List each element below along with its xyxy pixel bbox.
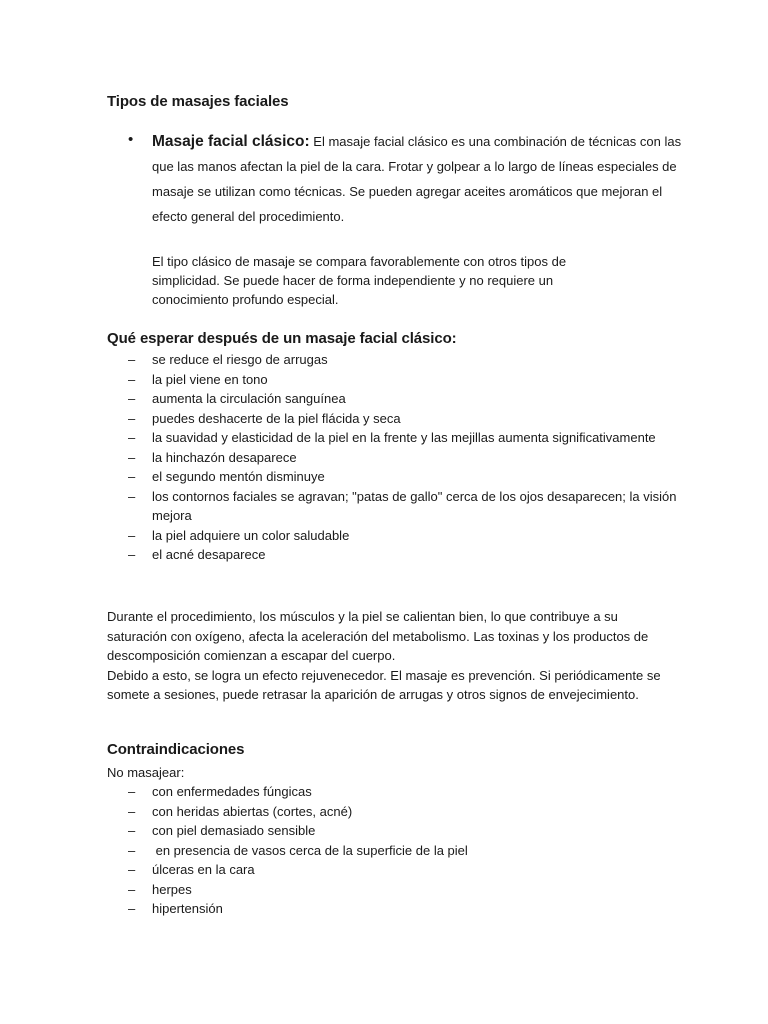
dash-marker: – bbox=[128, 488, 136, 504]
list-item bbox=[107, 545, 707, 565]
dash-marker: – bbox=[128, 410, 136, 426]
dash-marker: – bbox=[128, 881, 136, 897]
list-item bbox=[107, 409, 707, 429]
list-item bbox=[107, 448, 707, 468]
list-item-text: aumenta la circulación sanguínea bbox=[152, 391, 346, 406]
paragraph-classic-simplicity: El tipo clásico de masaje se compara favorablemente con otros tipos de simplicidad. Se puede hacer de forma independiente y no requiere un conocimiento profundo especial. bbox=[152, 254, 567, 307]
paragraph-procedure-effects bbox=[107, 607, 677, 705]
list-item bbox=[107, 389, 707, 409]
list-item bbox=[107, 526, 707, 546]
list-item bbox=[107, 802, 707, 822]
list-item bbox=[107, 821, 707, 841]
bullet-text: El masaje facial clásico es una combinación de técnicas con las que las manos afectan la piel de la cara. Frotar y golpear a lo largo de líneas especiales de masaje se utilizan como técnicas. Se pueden agregar aceites aromáticos que mejoran el efecto general del procedimiento. bbox=[152, 134, 682, 224]
heading-what-to-expect: Qué esperar después de un masaje facial clásico: bbox=[107, 330, 457, 347]
dash-marker: – bbox=[128, 352, 136, 367]
list-item-text: la hinchazón desaparece bbox=[152, 449, 297, 465]
list-contraindications bbox=[107, 782, 707, 919]
list-item-text: puedes deshacerte de la piel flácida y seca bbox=[152, 410, 401, 426]
dash-marker: – bbox=[128, 547, 136, 562]
dash-marker: – bbox=[128, 823, 136, 838]
dash-marker: – bbox=[128, 527, 136, 543]
list-item-text: los contornos faciales se agravan; "patas de gallo" cerca de los ojos desaparecen; la visión mejora bbox=[152, 488, 677, 523]
dash-marker: – bbox=[128, 371, 136, 387]
dash-marker: – bbox=[128, 449, 136, 465]
list-item bbox=[107, 370, 707, 390]
list-item-text: se reduce el riesgo de arrugas bbox=[152, 352, 328, 367]
list-item-text: herpes bbox=[152, 881, 192, 897]
list-item-text: hipertensión bbox=[152, 901, 223, 916]
dash-marker: – bbox=[128, 803, 136, 819]
list-item-text: el acné desaparece bbox=[152, 547, 266, 562]
list-expectations bbox=[107, 350, 707, 565]
dash-marker: – bbox=[128, 901, 136, 916]
heading-massage-types: Tipos de masajes faciales bbox=[107, 93, 289, 110]
list-item-text: con heridas abiertas (cortes, acné) bbox=[152, 803, 353, 819]
bullet-classic-massage bbox=[152, 129, 692, 229]
list-item bbox=[107, 841, 707, 861]
list-item bbox=[107, 782, 707, 802]
paragraph-prevention: Debido a esto, se logra un efecto rejuvenecedor. El masaje es prevención. Si periódicamente se somete a sesiones, puede retrasar la aparición de arrugas y otros signos de envejecimiento. bbox=[107, 667, 661, 702]
list-item bbox=[107, 428, 707, 448]
list-item bbox=[107, 860, 707, 880]
list-item-text: la piel adquiere un color saludable bbox=[152, 527, 350, 543]
list-item bbox=[107, 487, 707, 526]
list-item-text: con enfermedades fúngicas bbox=[152, 784, 312, 799]
list-item-text: en presencia de vasos cerca de la superficie de la piel bbox=[152, 842, 468, 858]
heading-contraindications: Contraindicaciones bbox=[107, 741, 245, 758]
list-item bbox=[107, 467, 707, 487]
list-item-text: la piel viene en tono bbox=[152, 371, 268, 387]
dash-marker: – bbox=[128, 842, 136, 858]
dash-marker: – bbox=[128, 430, 136, 445]
paragraph-procedure: Durante el procedimiento, los músculos y la piel se calientan bien, lo que contribuye a su saturación con oxígeno, afecta la aceleración del metabolismo. Las toxinas y los productos de descomposición comienzan a escapar del cuerpo. bbox=[107, 609, 649, 663]
bullet-lead: Masaje facial clásico: bbox=[152, 133, 310, 150]
list-item-text: con piel demasiado sensible bbox=[152, 823, 316, 838]
list-item bbox=[107, 899, 707, 919]
list-item bbox=[107, 350, 707, 370]
dash-marker: – bbox=[128, 784, 136, 799]
list-item-text: úlceras en la cara bbox=[152, 862, 255, 877]
dash-marker: – bbox=[128, 391, 136, 406]
dash-marker: – bbox=[128, 469, 136, 484]
list-item-text: el segundo mentón disminuye bbox=[152, 469, 325, 484]
list-item-text: la suavidad y elasticidad de la piel en la frente y las mejillas aumenta significativamente bbox=[152, 430, 656, 445]
bullet-marker: • bbox=[128, 131, 134, 148]
dash-marker: – bbox=[128, 862, 136, 877]
contraindications-intro: No masajear: bbox=[107, 765, 185, 780]
list-item bbox=[107, 880, 707, 900]
